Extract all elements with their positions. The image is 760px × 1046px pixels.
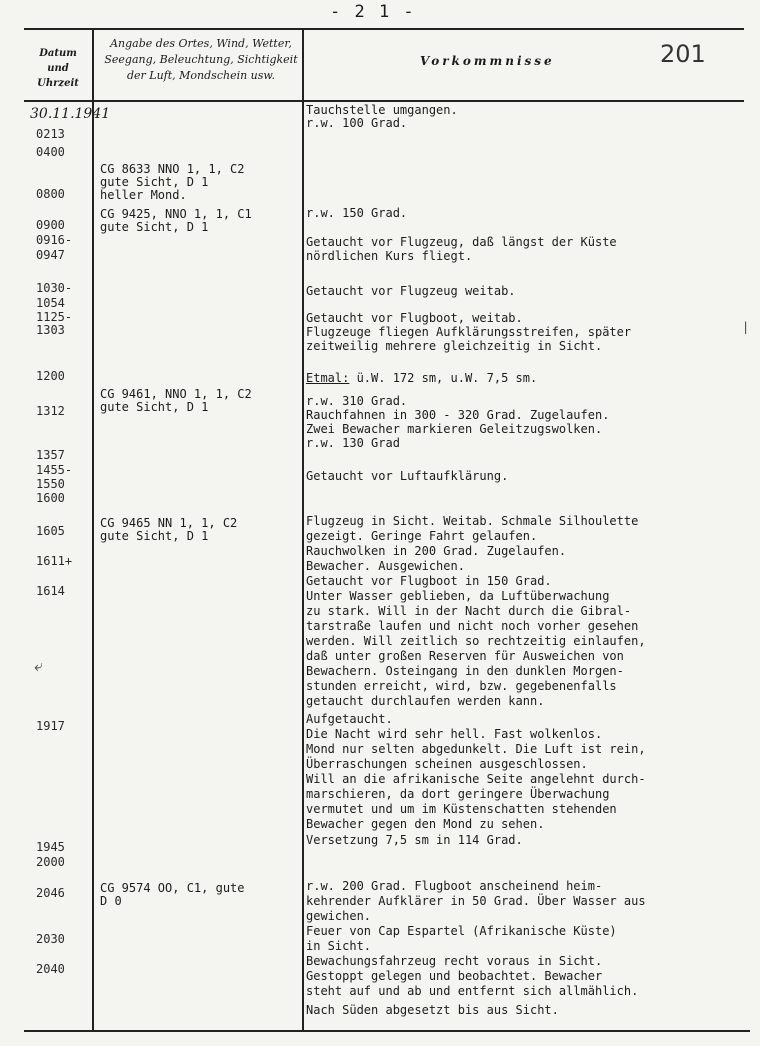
column-rule-1 (92, 30, 94, 1030)
event-entry: Versetzung 7,5 sm in 114 Grad. (306, 833, 523, 847)
time-entry: 1030- (36, 281, 73, 295)
etmal-value: ü.W. 172 sm, u.W. 7,5 sm. (349, 371, 538, 385)
event-entry: r.w. 310 Grad. (306, 394, 408, 408)
time-entry: 1945 (36, 840, 65, 854)
event-entry: zeitweilig mehrere gleichzeitig in Sicht. (306, 339, 603, 353)
time-entry: 1550 (36, 477, 65, 491)
event-entry: Getaucht vor Flugboot in 150 Grad. (306, 574, 552, 588)
time-entry: 1200 (36, 369, 65, 383)
event-entry: r.w. 150 Grad. (306, 206, 408, 220)
scan-mark: | (742, 320, 750, 334)
time-entry: 1357 (36, 448, 65, 462)
event-entry: Zwei Bewacher markieren Geleitzugswolken. (306, 422, 603, 436)
event-entry: Überraschungen scheinen ausgeschlossen. (306, 757, 588, 771)
event-entry: Bewachungsfahrzeug recht voraus in Sicht. (306, 954, 603, 968)
time-entry: 0400 (36, 145, 65, 159)
event-entry: Bewachern. Osteingang in den dunklen Morgen- (306, 664, 624, 678)
event-entry: stunden erreicht, wird, bzw. gegebenenfalls (306, 679, 617, 693)
event-entry: gezeigt. Geringe Fahrt gelaufen. (306, 529, 538, 543)
scan-mark: ⤶ (34, 656, 43, 675)
time-entry: 0947 (36, 248, 65, 262)
time-entry: 1455- (36, 463, 73, 477)
event-entry: r.w. 200 Grad. Flugboot anscheinend heim- (306, 879, 603, 893)
page-stamp-number: 201 (660, 40, 706, 68)
location-entry: CG 8633 NNO 1, 1, C2 gute Sicht, D 1 heller Mond. (100, 162, 245, 202)
event-entry: werden. Will zeitlich so rechtzeitig einlaufen, (306, 634, 646, 648)
header-location-weather: Angabe des Ortes, Wind, Wetter, Seegang, Beleuchtung, Sichtigkeit der Luft, Mondschein usw. (104, 37, 298, 82)
time-entry: 1312 (36, 404, 65, 418)
location-entry: CG 9425, NNO 1, 1, C1 gute Sicht, D 1 (100, 207, 252, 234)
header-events: Vorkommnisse (420, 54, 555, 68)
event-entry: Flugzeuge fliegen Aufklärungsstreifen, später (306, 325, 632, 339)
time-entry: 2040 (36, 962, 65, 976)
header-date-time: Datum und Uhrzeit (37, 48, 79, 89)
time-entry: 1917 (36, 719, 65, 733)
event-entry: Rauchwolken in 200 Grad. Zugelaufen. (306, 544, 567, 558)
event-entry: Getaucht vor Luftaufklärung. (306, 469, 509, 483)
event-entry: Die Nacht wird sehr hell. Fast wolkenlos. (306, 727, 603, 741)
event-entry: Feuer von Cap Espartel (Afrikanische Küste) (306, 924, 617, 938)
event-entry: nördlichen Kurs fliegt. (306, 249, 473, 263)
table-bottom-rule (24, 1030, 750, 1032)
event-entry: in Sicht. (306, 939, 372, 953)
event-entry: zu stark. Will in der Nacht durch die Gibral- (306, 604, 632, 618)
time-entry: 1600 (36, 491, 65, 505)
time-entry: 0900 (36, 218, 65, 232)
column-rule-2 (302, 30, 304, 1030)
event-entry (306, 372, 537, 385)
time-entry: 1614 (36, 584, 65, 598)
event-entry: kehrender Aufklärer in 50 Grad. Über Wasser aus (306, 894, 646, 908)
event-entry: Mond nur selten abgedunkelt. Die Luft ist rein, (306, 742, 646, 756)
time-entry: 0213 (36, 127, 65, 141)
event-entry: Will an die afrikanische Seite angelehnt durch- (306, 772, 646, 786)
time-entry: 1605 (36, 524, 65, 538)
header-bottom-rule (24, 100, 744, 102)
event-entry: Tauchstelle umgangen. (306, 103, 458, 117)
time-entry: 2046 (36, 886, 65, 900)
event-entry: marschieren, da dort geringere Überwachung (306, 787, 610, 801)
time-entry: 2000 (36, 855, 65, 869)
location-entry: CG 9574 OO, C1, gute D 0 (100, 881, 245, 908)
event-entry: Gestoppt gelegen und beobachtet. Bewacher (306, 969, 603, 983)
event-entry: steht auf und ab und entfernt sich allmählich. (306, 984, 639, 998)
event-entry: tarstraße laufen und nicht noch vorher gesehen (306, 619, 639, 633)
table-top-rule (24, 28, 744, 30)
event-entry: Aufgetaucht. (306, 712, 393, 726)
event-entry: Nach Süden abgesetzt bis aus Sicht. (306, 1003, 559, 1017)
etmal-label: Etmal: (306, 371, 350, 385)
event-entry: Bewacher. Ausgewichen. (306, 559, 465, 573)
time-entry: 1054 (36, 296, 65, 310)
location-entry: CG 9465 NN 1, 1, C2 gute Sicht, D 1 (100, 516, 238, 543)
event-entry: Getaucht vor Flugzeug weitab. (306, 284, 516, 298)
event-entry: Flugzeug in Sicht. Weitab. Schmale Silhoulette (306, 514, 639, 528)
time-entry: 0916- (36, 233, 73, 247)
time-entry: 0800 (36, 187, 65, 201)
event-entry: Getaucht vor Flugboot, weitab. (306, 311, 523, 325)
event-entry: Getaucht vor Flugzeug, daß längst der Küste (306, 235, 617, 249)
time-entry: 1303 (36, 323, 65, 337)
event-entry: vermutet und um im Küstenschatten stehenden (306, 802, 617, 816)
event-entry: getaucht durchlaufen werden kann. (306, 694, 545, 708)
time-entry: 1125- (36, 310, 73, 324)
event-entry: daß unter großen Reserven für Ausweichen von (306, 649, 624, 663)
event-entry: gewichen. (306, 909, 372, 923)
event-entry: r.w. 100 Grad. (306, 116, 408, 130)
event-entry: r.w. 130 Grad (306, 436, 400, 450)
event-entry: Unter Wasser geblieben, da Luftüberwachung (306, 589, 610, 603)
time-entry: 2030 (36, 932, 65, 946)
event-entry: Rauchfahnen in 300 - 320 Grad. Zugelaufen. (306, 408, 610, 422)
handwritten-date: 30.11.1941 (30, 106, 111, 122)
time-entry: 1611+ (36, 554, 73, 568)
event-entry: Bewacher gegen den Mond zu sehen. (306, 817, 545, 831)
location-entry: CG 9461, NNO 1, 1, C2 gute Sicht, D 1 (100, 387, 252, 414)
page-number: - 2 1 - (330, 2, 416, 22)
